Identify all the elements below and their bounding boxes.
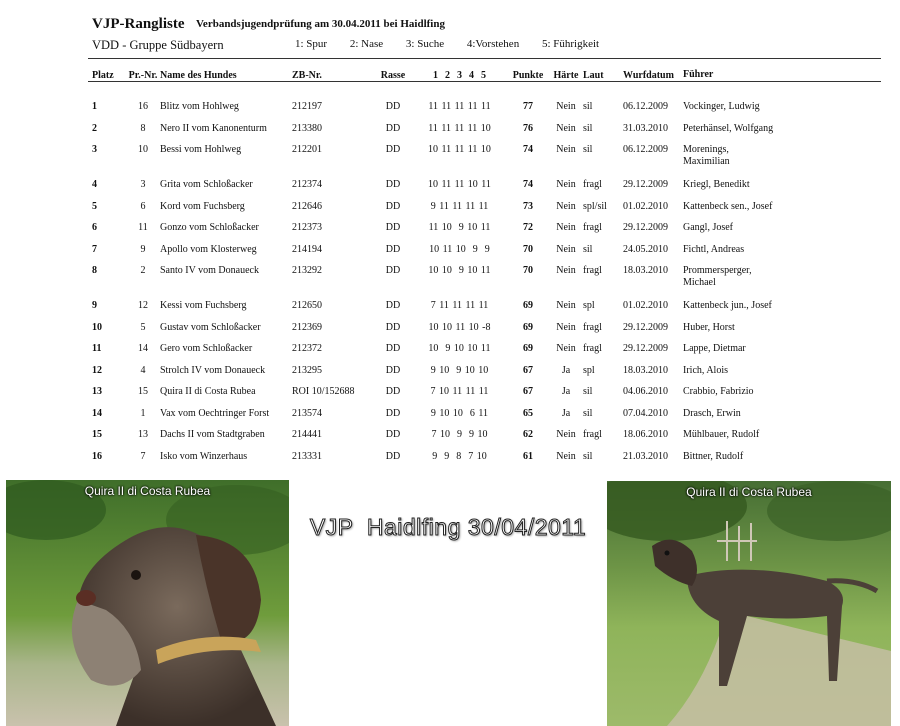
row-platz: 15 — [92, 429, 102, 440]
row-dog-name: Dachs II vom Stadtgraben — [160, 429, 265, 440]
row-fuehrer — [683, 241, 803, 263]
row-punkte: 70 — [523, 265, 533, 276]
row-scores: 11 11 11 11 10 — [428, 122, 491, 134]
row-zb-nr: 212197 — [292, 101, 322, 112]
row-fuehrer — [683, 98, 803, 120]
table-row — [88, 297, 803, 319]
row-fuehrer — [683, 340, 803, 362]
row-fuehrer — [683, 141, 803, 176]
row-rasse: DD — [385, 450, 401, 462]
row-platz: 5 — [92, 200, 97, 212]
fuehrer-line: Lappe, Dietmar — [683, 343, 746, 354]
row-scores: 10 11 11 10 11 — [428, 179, 491, 190]
table-row — [88, 405, 803, 427]
row-rasse: DD — [385, 144, 401, 155]
row-dog-name: Apollo vom Klosterweg — [160, 243, 257, 255]
fuehrer-line: Drasch, Erwin — [683, 407, 741, 419]
row-rasse: DD — [385, 407, 401, 419]
row-platz: 1 — [92, 101, 97, 112]
row-nr: 16 — [138, 101, 148, 112]
header-zb: ZB-Nr. — [292, 69, 322, 81]
row-fuehrer — [683, 120, 803, 142]
row-rasse: DD — [385, 265, 401, 276]
row-punkte: 69 — [523, 343, 533, 354]
row-haerte: Nein — [556, 101, 576, 112]
header-wurfdatum: Wurfdatum — [623, 69, 674, 81]
fuehrer-line: Kattenbeck jun., Josef — [683, 300, 772, 311]
row-laut: sil — [583, 386, 593, 397]
row-dog-name: Gustav vom Schloßacker — [160, 321, 261, 333]
row-wurfdatum: 18.06.2010 — [623, 429, 668, 440]
table-row — [88, 362, 803, 384]
dog-photo-standing — [607, 481, 891, 726]
row-platz: 13 — [92, 386, 102, 397]
row-wurfdatum: 24.05.2010 — [623, 243, 668, 255]
row-rasse: DD — [385, 321, 401, 333]
table-row — [88, 198, 803, 220]
table-row — [88, 319, 803, 341]
row-zb-nr: 212646 — [292, 200, 322, 212]
table-row — [88, 340, 803, 362]
row-scores: 10 11 10 9 9 — [429, 243, 490, 255]
fuehrer-line: Fichtl, Andreas — [683, 243, 745, 255]
header-punkte: Punkte — [512, 69, 544, 81]
fuehrer-line: Irich, Alois — [683, 364, 728, 376]
row-zb-nr: 212369 — [292, 321, 322, 333]
row-nr: 2 — [140, 265, 146, 276]
ranking-document — [88, 10, 883, 470]
row-punkte: 70 — [523, 243, 533, 255]
row-scores: 9 9 8 7 10 — [432, 450, 487, 462]
fuehrer-line: Crabbio, Fabrizio — [683, 386, 754, 397]
row-laut: fragl — [583, 265, 602, 276]
row-haerte: Nein — [556, 343, 576, 354]
row-zb-nr: 213292 — [292, 265, 322, 276]
row-dog-name: Blitz vom Hohlweg — [160, 101, 239, 112]
row-zb-nr: 212373 — [292, 222, 322, 233]
row-haerte: Nein — [556, 321, 576, 333]
row-nr: 12 — [138, 300, 148, 311]
group-name: VDD - Gruppe Südbayern — [92, 38, 224, 52]
row-zb-nr: 212374 — [292, 179, 322, 190]
row-laut: sil — [583, 144, 593, 155]
category-label: 1: Spur — [295, 38, 328, 50]
row-nr: 14 — [138, 343, 148, 354]
row-dog-name: Nero II vom Kanonenturm — [160, 122, 267, 134]
event-title: VJP Haidlfing 30/04/2011 — [309, 514, 587, 540]
row-scores: 7 10 11 11 11 — [430, 386, 489, 397]
row-scores: 11 10 9 10 11 — [428, 222, 491, 233]
row-laut: fragl — [583, 321, 602, 333]
row-fuehrer — [683, 198, 803, 220]
row-laut: fragl — [583, 222, 602, 233]
table-row — [88, 219, 803, 241]
table-row — [88, 426, 803, 448]
fuehrer-line: Gangl, Josef — [683, 222, 733, 233]
row-nr: 1 — [140, 407, 146, 419]
row-punkte: 72 — [523, 222, 533, 233]
row-wurfdatum: 06.12.2009 — [623, 101, 668, 112]
row-dog-name: Kord vom Fuchsberg — [160, 200, 245, 212]
row-rasse: DD — [385, 343, 401, 354]
row-platz: 11 — [92, 343, 102, 354]
row-laut: sil — [583, 407, 593, 419]
row-haerte: Nein — [556, 265, 576, 276]
divider — [88, 58, 881, 59]
row-punkte: 77 — [523, 101, 533, 112]
row-haerte: Nein — [556, 300, 576, 311]
row-punkte: 62 — [523, 429, 533, 440]
row-scores: 9 10 10 6 11 — [430, 407, 489, 419]
row-nr: 3 — [140, 179, 146, 190]
row-dog-name: Strolch IV vom Donaueck — [160, 364, 266, 376]
fuehrer-line: Michael — [683, 277, 716, 288]
row-platz: 9 — [92, 300, 97, 311]
row-scores: 7 11 11 11 11 — [430, 300, 489, 311]
fuehrer-line: Peterhänsel, Wolfgang — [683, 122, 774, 134]
header-name: Name des Hundes — [160, 69, 237, 81]
dog-photo-portrait — [6, 480, 289, 726]
row-nr: 4 — [140, 364, 146, 376]
row-laut: sil — [583, 101, 593, 112]
row-rasse: DD — [385, 386, 401, 397]
fuehrer-line: Bittner, Rudolf — [683, 450, 744, 462]
table-row — [88, 176, 803, 198]
row-wurfdatum: 01.02.2010 — [623, 200, 668, 212]
row-fuehrer — [683, 297, 803, 319]
row-punkte: 73 — [523, 200, 533, 212]
row-haerte: Nein — [556, 243, 576, 255]
row-punkte: 67 — [523, 364, 533, 376]
row-rasse: DD — [385, 179, 401, 190]
fuehrer-line: Prommersperger, — [683, 265, 752, 276]
header-platz: Platz — [92, 69, 114, 81]
row-wurfdatum: 31.03.2010 — [623, 122, 668, 134]
row-punkte: 74 — [523, 179, 533, 190]
row-platz: 10 — [92, 321, 102, 333]
photo-caption: Quira II di Costa Rubea — [84, 484, 211, 498]
row-zb-nr: 213574 — [292, 407, 322, 419]
row-dog-name: Gonzo vom Schloßacker — [160, 222, 259, 233]
row-zb-nr: 212650 — [292, 300, 322, 311]
row-rasse: DD — [385, 222, 401, 233]
score-categories — [295, 38, 619, 50]
row-zb-nr: 212372 — [292, 343, 322, 354]
row-haerte: Nein — [556, 179, 576, 190]
table-row — [88, 241, 803, 263]
row-dog-name: Isko vom Winzerhaus — [160, 450, 248, 462]
table-row — [88, 262, 803, 297]
row-fuehrer — [683, 319, 803, 341]
row-laut: spl — [583, 300, 595, 311]
row-wurfdatum: 01.02.2010 — [623, 300, 668, 311]
header-nr: Pr.-Nr. — [128, 69, 158, 81]
row-rasse: DD — [385, 122, 401, 134]
category-label: 5: Führigkeit — [541, 38, 600, 50]
fuehrer-line: Maximilian — [683, 156, 730, 167]
row-zb-nr: 212201 — [292, 144, 322, 155]
row-laut: fragl — [583, 179, 602, 190]
row-rasse: DD — [385, 300, 401, 311]
row-dog-name: Gero vom Schloßacker — [160, 343, 253, 354]
row-punkte: 76 — [523, 122, 533, 134]
category-label: 3: Suche — [405, 38, 445, 50]
row-dog-name: Santo IV vom Donaueck — [160, 265, 259, 276]
row-rasse: DD — [385, 429, 401, 440]
row-fuehrer — [683, 176, 803, 198]
header-scores: 1 2 3 4 5 — [433, 69, 486, 81]
row-scores: 10 11 11 11 10 — [428, 144, 491, 155]
row-laut: sil — [583, 450, 593, 462]
fuehrer-line: Mühlbauer, Rudolf — [683, 429, 760, 440]
row-platz: 4 — [92, 179, 97, 190]
row-haerte: Nein — [556, 450, 576, 462]
document-title: VJP-Rangliste — [92, 16, 185, 32]
fuehrer-line: Huber, Horst — [683, 321, 735, 333]
table-row — [88, 141, 803, 176]
ranking-table — [88, 66, 803, 469]
row-platz: 12 — [92, 364, 102, 376]
row-wurfdatum: 07.04.2010 — [623, 407, 668, 419]
row-platz: 6 — [92, 222, 97, 233]
header-laut: Laut — [583, 69, 604, 81]
row-punkte: 69 — [523, 300, 533, 311]
row-wurfdatum: 04.06.2010 — [623, 386, 668, 397]
row-rasse: DD — [385, 364, 401, 376]
row-wurfdatum: 29.12.2009 — [623, 222, 668, 233]
row-zb-nr: 214441 — [292, 429, 322, 440]
row-rasse: DD — [385, 243, 401, 255]
row-nr: 8 — [140, 122, 146, 134]
row-zb-nr: 214194 — [292, 243, 322, 255]
row-laut: fragl — [583, 429, 602, 440]
row-nr: 15 — [138, 386, 148, 397]
row-wurfdatum: 18.03.2010 — [623, 265, 668, 276]
row-nr: 7 — [140, 450, 146, 462]
header-rasse: Rasse — [380, 69, 406, 81]
row-scores: 10 10 9 10 11 — [428, 265, 491, 276]
row-rasse: DD — [385, 101, 401, 112]
table-row — [88, 448, 803, 470]
row-scores: 7 10 9 9 10 — [431, 429, 488, 440]
table-row — [88, 98, 803, 120]
row-fuehrer — [683, 219, 803, 241]
header-fuehrer: Führer — [683, 69, 714, 80]
table-row — [88, 383, 803, 405]
row-platz: 3 — [92, 144, 97, 155]
row-dog-name: Quira II di Costa Rubea — [160, 386, 256, 397]
row-platz: 14 — [92, 407, 102, 419]
row-laut: spl/sil — [583, 200, 607, 212]
row-punkte: 74 — [523, 144, 533, 155]
row-wurfdatum: 06.12.2009 — [623, 144, 668, 155]
row-fuehrer — [683, 362, 803, 384]
row-scores: 9 10 9 10 10 — [430, 364, 489, 376]
row-haerte: Nein — [556, 200, 576, 212]
row-nr: 13 — [138, 429, 148, 440]
row-laut: fragl — [583, 343, 602, 354]
row-dog-name: Vax vom Oechtringer Forst — [160, 407, 270, 419]
row-fuehrer — [683, 262, 803, 297]
fuehrer-line: Kattenbeck sen., Josef — [683, 200, 773, 212]
row-zb-nr: 213331 — [292, 450, 322, 462]
fuehrer-line: Vockinger, Ludwig — [683, 101, 760, 112]
row-fuehrer — [683, 426, 803, 448]
row-zb-nr: 213380 — [292, 122, 322, 134]
category-label: 4:Vorstehen — [466, 38, 520, 50]
row-nr: 10 — [138, 144, 148, 155]
row-nr: 5 — [140, 321, 146, 333]
table-row — [88, 120, 803, 142]
row-scores: 10 9 10 10 11 — [428, 343, 491, 354]
row-punkte: 65 — [523, 407, 533, 419]
row-punkte: 69 — [523, 321, 533, 333]
row-wurfdatum: 21.03.2010 — [623, 450, 668, 462]
row-scores: 9 11 11 11 11 — [430, 200, 489, 212]
header-haerte: Härte — [553, 69, 579, 81]
row-platz: 16 — [92, 450, 102, 462]
fuehrer-line: Kriegl, Benedikt — [683, 179, 750, 190]
row-rasse: DD — [385, 200, 401, 212]
row-nr: 11 — [138, 222, 148, 233]
row-haerte: Ja — [561, 364, 571, 376]
document-subtitle: Verbandsjugendprüfung am 30.04.2011 bei Haidlfing — [196, 18, 445, 30]
row-scores: 11 11 11 11 11 — [428, 101, 491, 112]
row-punkte: 67 — [523, 386, 533, 397]
dog-standing-image — [607, 481, 891, 726]
fuehrer-line: Morenings, — [683, 144, 729, 155]
row-zb-nr: ROI 10/152688 — [292, 386, 355, 397]
row-haerte: Nein — [556, 144, 576, 155]
table-header — [88, 66, 803, 84]
row-wurfdatum: 29.12.2009 — [623, 343, 668, 354]
row-dog-name: Grita vom Schloßacker — [160, 179, 253, 190]
row-fuehrer — [683, 405, 803, 427]
row-platz: 7 — [92, 243, 97, 255]
row-platz: 8 — [92, 265, 97, 276]
row-laut: spl — [583, 364, 595, 376]
row-nr: 6 — [140, 200, 146, 212]
row-zb-nr: 213295 — [292, 364, 322, 376]
row-wurfdatum: 29.12.2009 — [623, 321, 668, 333]
row-nr: 9 — [140, 243, 146, 255]
row-haerte: Nein — [556, 429, 576, 440]
row-dog-name: Kessi vom Fuchsberg — [160, 300, 247, 311]
photo-caption: Quira II di Costa Rubea — [686, 485, 812, 499]
row-laut: sil — [583, 243, 593, 255]
dog-portrait-image — [6, 480, 289, 726]
category-label: 2: Nase — [349, 38, 384, 50]
row-fuehrer — [683, 448, 803, 470]
row-haerte: Ja — [561, 407, 571, 419]
row-scores: 10 10 11 10 -8 — [428, 321, 491, 333]
row-haerte: Ja — [561, 386, 571, 397]
row-haerte: Nein — [556, 222, 576, 233]
row-dog-name: Bessi vom Hohlweg — [160, 144, 242, 155]
row-fuehrer — [683, 383, 803, 405]
row-wurfdatum: 18.03.2010 — [623, 364, 668, 376]
row-haerte: Nein — [556, 122, 576, 134]
row-laut: sil — [583, 122, 593, 134]
row-punkte: 61 — [523, 450, 533, 462]
row-platz: 2 — [92, 122, 97, 134]
row-wurfdatum: 29.12.2009 — [623, 179, 668, 190]
